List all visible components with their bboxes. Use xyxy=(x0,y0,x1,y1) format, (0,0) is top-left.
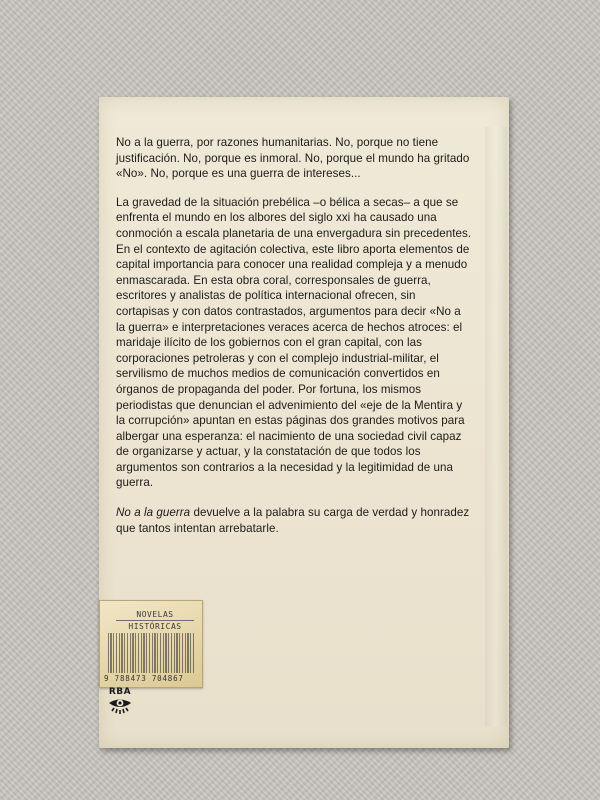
closing-paragraph xyxy=(116,505,472,536)
sticker-label xyxy=(116,609,194,632)
book-back-cover xyxy=(99,97,509,748)
publisher-logo xyxy=(105,687,135,723)
sticker-line-2: HISTÓRICAS xyxy=(116,620,194,632)
publisher-logo-text: RBA xyxy=(108,687,132,697)
description-paragraph: La gravedad de la situación prebélica –o bélica a secas– a que se enfrenta el mundo en los albores del siglo xxi ha causado una conmoción a escala planetaria de una envergadura sin precedentes. En el contexto de agitación colectiva, este libro aporta elementos de capital importancia para conocer una realidad compleja y a menudo enmascarada. En esta obra coral, corresponsales de guerra, escritores y analistas de política internacional ofrecen, sin cortapisas y con datos contrastados, argumentos para decir «No a la guerra» e interpretaciones veraces acerca de hechos atroces: el maridaje ilícito de los gobiernos con el gran capital, con las corporaciones petroleras y con el complejo industrial-militar, el servilismo de muchos medios de comunicación convertidos en órganos de propaganda del poder. Por fortuna, los mismos periodistas que denuncian el advenimiento del «eje de la Mentira y la corrupción» apuntan en estas páginas dos grandes motivos para albergar una esperanza: el nacimiento de una sociedad civil capaz de organizarse y actuar, y la constatación de que todos los argumentos son contrarios a la necesidad y la legitimidad de una guerra. xyxy=(116,195,472,490)
cover-spine-shading xyxy=(485,127,507,727)
sticker-line-1: NOVELAS xyxy=(136,610,174,619)
back-cover-text xyxy=(116,135,472,549)
intro-paragraph: No a la guerra, por razones humanitarias. No, porque no tiene justificación. No, porque es inmoral. No, porque el mundo ha gritado «No». No, porque es una guerra de intereses... xyxy=(116,136,470,181)
barcode-icon xyxy=(108,633,194,673)
eye-logo-icon xyxy=(105,687,135,723)
price-barcode-sticker xyxy=(99,600,203,688)
closing-text: devuelve a la palabra su carga de verdad y honradez que tantos intentan arrebatarle. xyxy=(116,506,470,535)
barcode-digits: 9 788473 704867 xyxy=(104,674,184,683)
book-title-italic: No a la guerra xyxy=(116,506,191,520)
